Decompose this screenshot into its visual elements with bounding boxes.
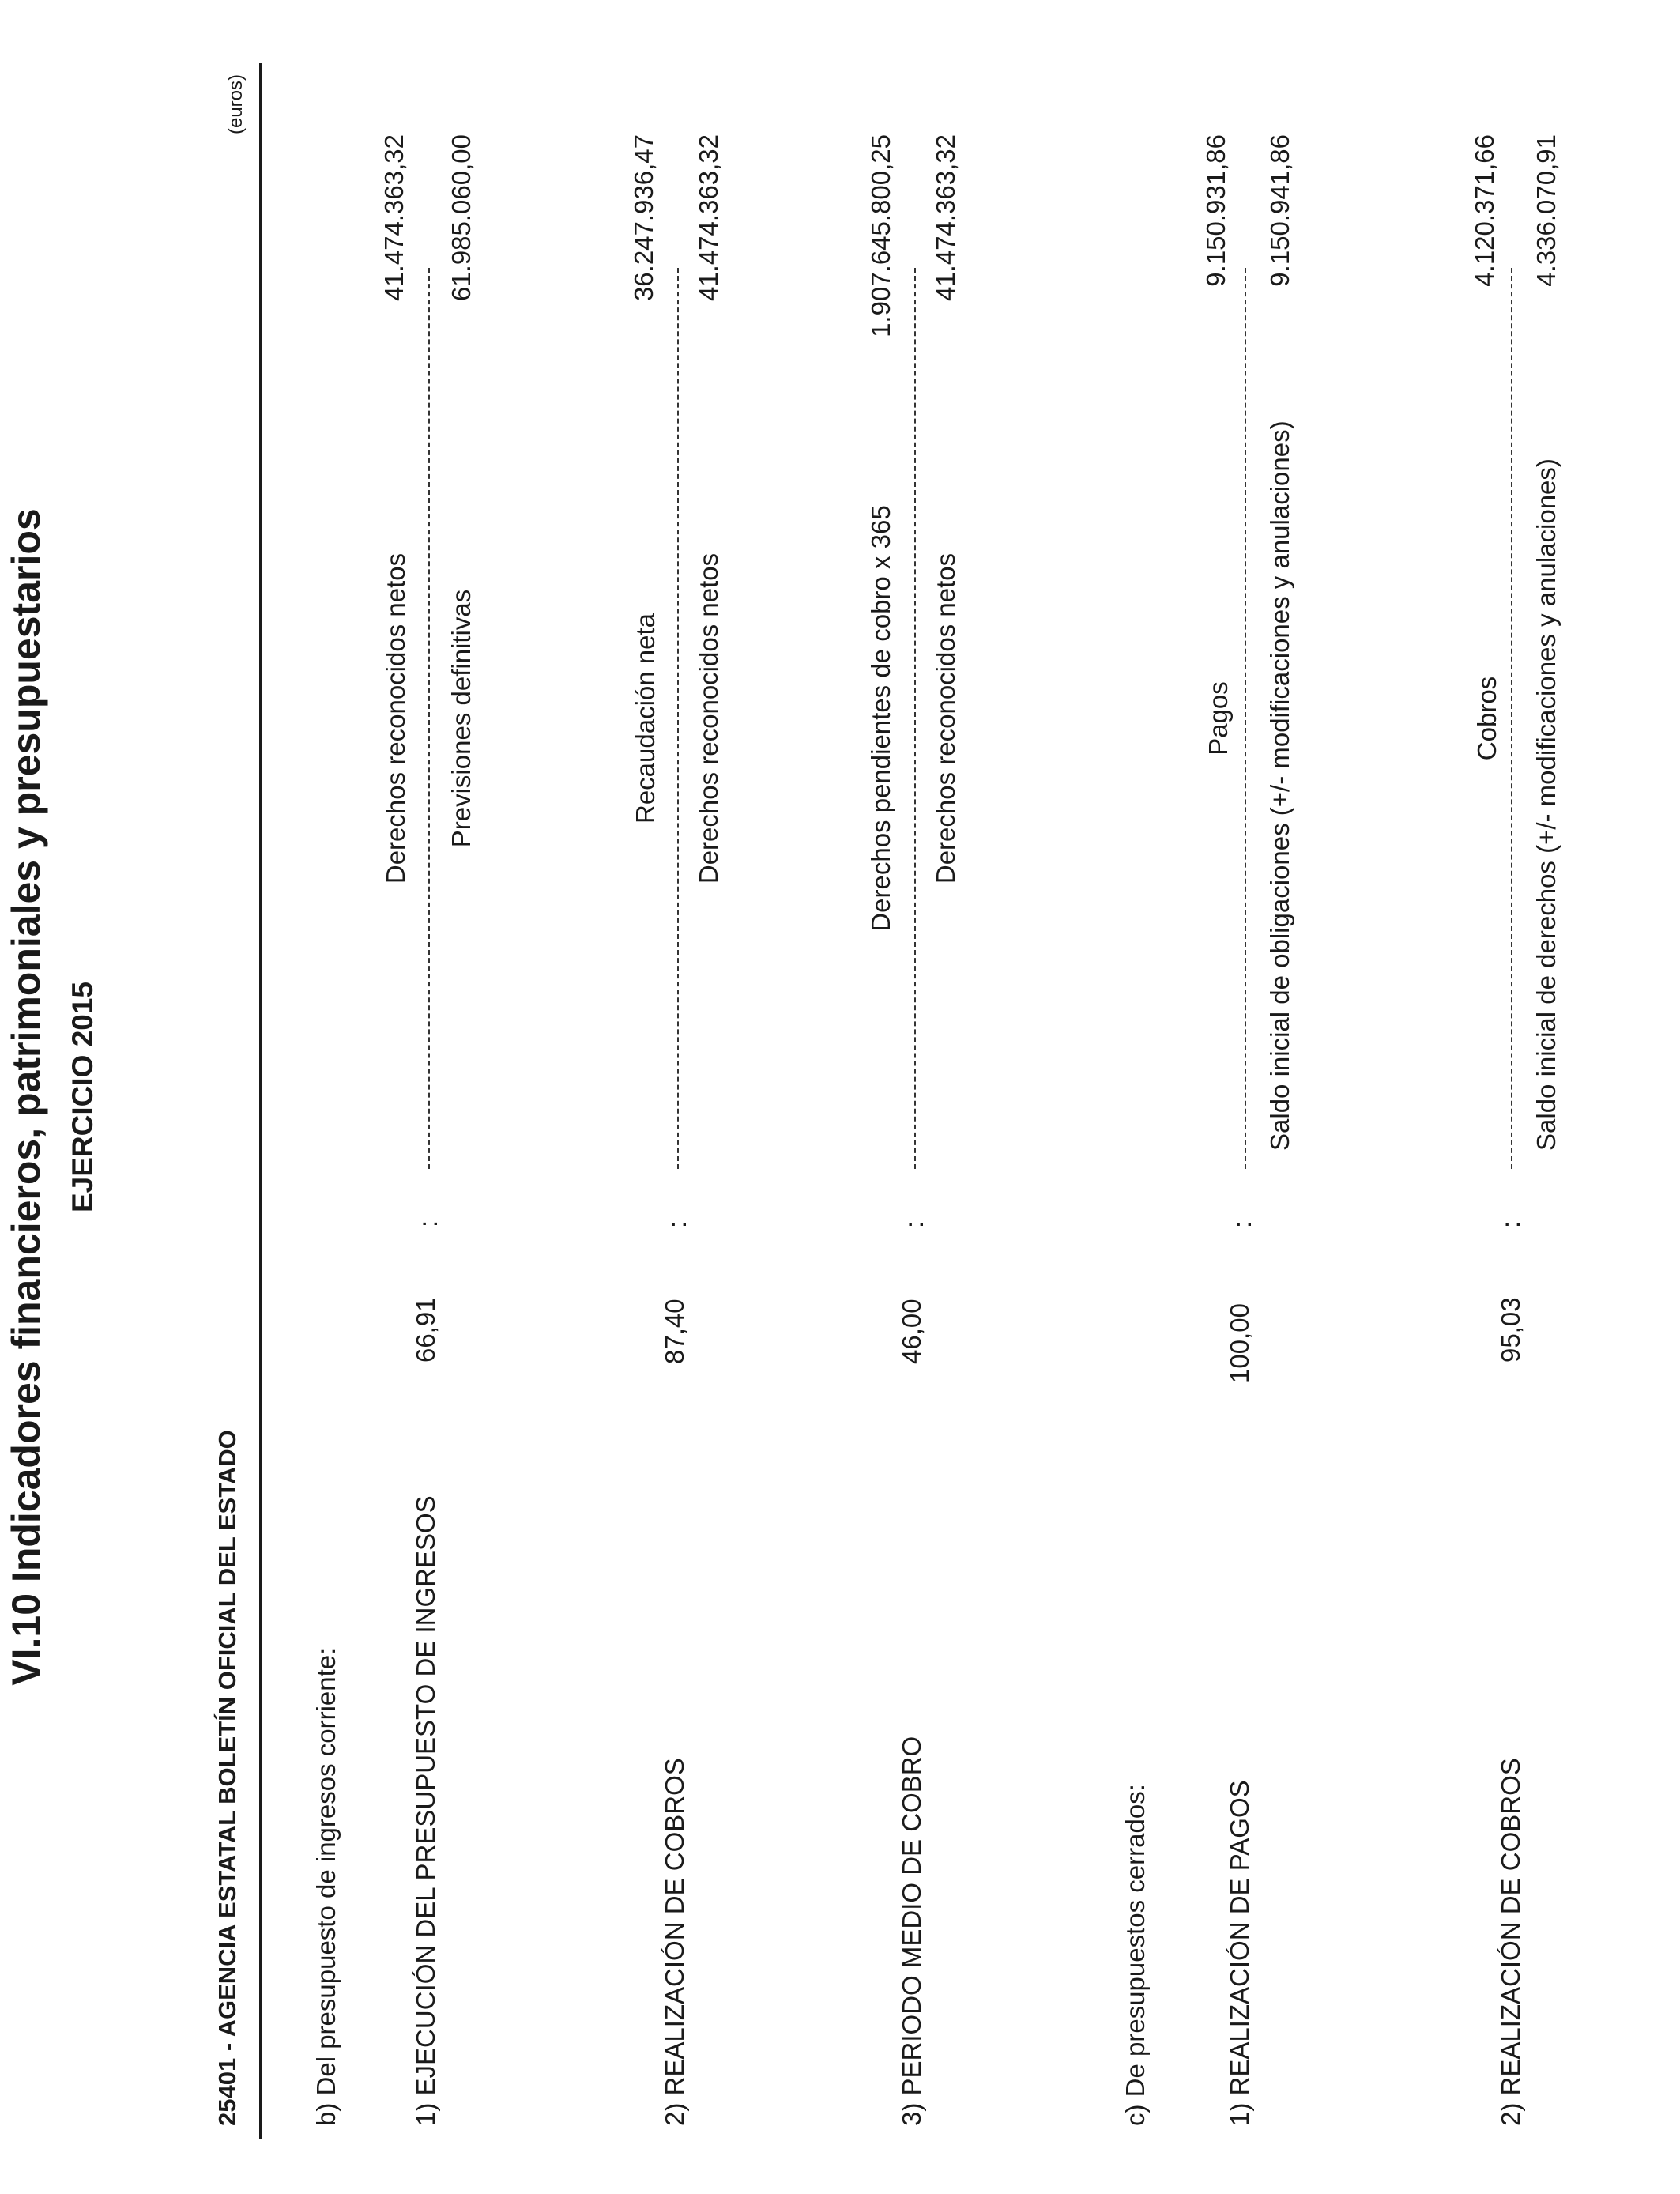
indicator-label: 1) REALIZACIÓN DE PAGOS [1225, 1780, 1254, 2126]
numerator-label: Derechos reconocidos netos [381, 552, 410, 884]
numerator-label: Recaudación neta [631, 613, 660, 824]
fraction-line [1511, 268, 1512, 1169]
page-title: VI.10 Indicadores financieros, patrimoniales y presupuestarios [4, 508, 48, 1686]
indicator-label: 2) REALIZACIÓN DE COBROS [1496, 1758, 1525, 2126]
indicator-label: 2) REALIZACIÓN DE COBROS [660, 1758, 689, 2126]
indicator-value: 95,03 [1496, 1297, 1525, 1363]
indicator-value: 87,40 [660, 1299, 689, 1364]
unit-label: (euros) [225, 74, 247, 134]
indicator-value: 100,00 [1225, 1303, 1254, 1383]
denominator-value: 61.985.060,00 [446, 134, 476, 302]
indicator-label: 1) EJECUCIÓN DEL PRESUPUESTO DE INGRESOS [411, 1495, 440, 2126]
denominator-label: Saldo inicial de obligaciones (+/- modificaciones y anulaciones) [1265, 420, 1294, 1151]
page-subtitle: EJERCICIO 2015 [66, 981, 99, 1213]
denominator-value: 9.150.941,86 [1265, 134, 1294, 287]
denominator-label: Previsiones definitivas [446, 589, 476, 848]
indicator-value: 46,00 [897, 1299, 926, 1364]
fraction-line [1245, 268, 1246, 1169]
denominator-value: 41.474.363,32 [694, 134, 723, 302]
numerator-value: 4.120.371,66 [1470, 134, 1499, 287]
top-rule [259, 63, 262, 2139]
separator: : [1227, 1220, 1256, 1228]
denominator-value: 4.336.070,91 [1531, 134, 1561, 287]
numerator-label: Cobros [1472, 676, 1501, 761]
fraction-line [677, 268, 679, 1169]
fraction-line [914, 268, 916, 1169]
numerator-value: 36.247.936,47 [629, 134, 658, 302]
denominator-value: 41.474.363,32 [931, 134, 960, 302]
numerator-value: 1.907.645.800,25 [866, 134, 895, 337]
separator: : [899, 1220, 929, 1228]
entity-name: 25401 - AGENCIA ESTATAL BOLETÍN OFICIAL DEL ESTADO [213, 1430, 241, 2126]
denominator-label: Saldo inicial de derechos (+/- modificaciones y anulaciones) [1531, 458, 1561, 1151]
numerator-label: Pagos [1203, 681, 1233, 756]
numerator-value: 9.150.931,86 [1201, 134, 1230, 287]
numerator-value: 41.474.363,32 [379, 134, 409, 302]
separator: : [1496, 1220, 1525, 1228]
indicator-value: 66,91 [411, 1297, 440, 1363]
section-heading: b) Del presupuesto de ingresos corriente: [311, 1647, 341, 2126]
fraction-line [428, 268, 430, 1169]
separator: : [662, 1220, 691, 1228]
section-heading: c) De presupuestos cerrados: [1121, 1784, 1150, 2126]
denominator-label: Derechos reconocidos netos [694, 552, 723, 884]
numerator-label: Derechos pendientes de cobro x 365 [866, 505, 895, 932]
indicator-label: 3) PERIODO MEDIO DE COBRO [897, 1736, 926, 2126]
separator: : [413, 1220, 443, 1227]
denominator-label: Derechos reconocidos netos [931, 552, 960, 884]
